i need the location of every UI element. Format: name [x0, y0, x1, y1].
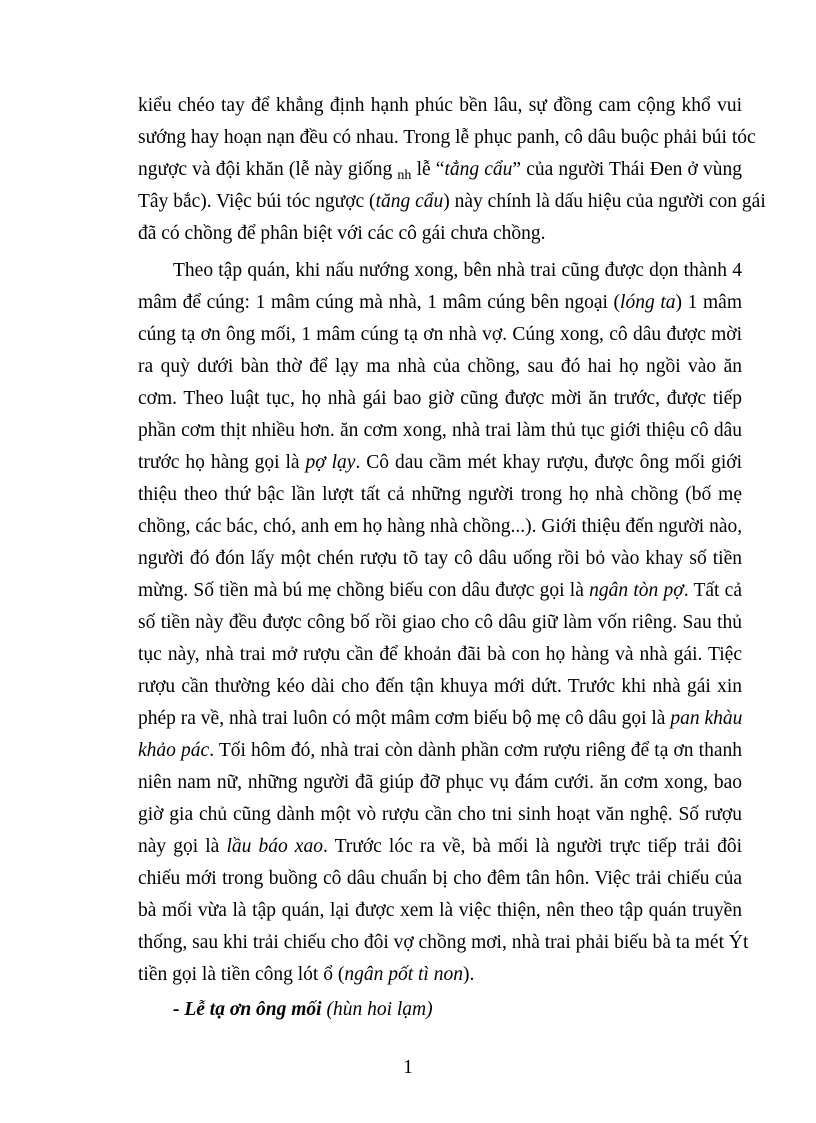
text-line: tiền gọi là tiền công lót ổ (ngân pốt tì non). — [138, 964, 475, 985]
section-heading: - Lễ tạ ơn ông mối (hùn hoi lạm) — [173, 999, 433, 1020]
text-line: tục này, nhà trai mở rượu cần để khoản đãi bà con họ hàng và nhà gái. Tiệc — [138, 644, 742, 665]
text-line: phép ra về, nhà trai luôn có một mâm cơm biếu bộ mẹ cô dâu gọi là pan khàu — [138, 708, 743, 729]
text-line: chiếu mới trong buồng cô dâu chuẩn bị cho đêm tân hôn. Việc trải chiếu của — [138, 868, 742, 889]
text-line: rượu cần thường kéo dài cho đến tận khuya mới dứt. Trước khi nhà gái xin — [138, 676, 742, 697]
text-line: chồng, các bác, chó, anh em họ hàng nhà chồng...). Giới thiệu đến người nào, — [138, 516, 743, 537]
text-line: bà mối vừa là tập quán, lại được xem là việc thiện, nên theo tập quán truyền — [138, 900, 742, 921]
text-line: trước họ hàng gọi là pợ lạy. Cô dau cầm mét khay rượu, được ông mối giới — [138, 452, 742, 473]
text-line: phần cơm thịt nhiều hơn. ăn cơm xong, nhà trai làm thủ tục giới thiệu cô dâu — [138, 420, 742, 441]
text-line: ra quỳ dưới bàn thờ để lạy ma nhà của chồng, sau đó hai họ ngồi vào ăn — [138, 356, 742, 377]
text-line: cơm. Theo luật tục, họ nhà gái bao giờ cũng được mời ăn trước, được tiếp — [138, 388, 742, 409]
text-line: số tiền này đều được công bố rồi giao cho cô dâu giữ làm vốn riêng. Sau thủ — [138, 612, 742, 633]
text-line: mừng. Số tiền mà bú mẹ chồng biếu con dâu được gọi là ngân tòn pợ. Tất cả — [138, 580, 742, 601]
text-line: đã có chồng để phân biệt với các cô gái chưa chồng. — [138, 223, 546, 244]
text-line: này gọi là lầu báo xao. Trước lóc ra về, bà mối là người trực tiếp trải đôi — [138, 836, 742, 857]
text-line: Theo tập quán, khi nấu nướng xong, bên nhà trai cũng được dọn thành 4 — [173, 260, 742, 281]
text-line: Tây bắc). Việc búi tóc ngược (tăng cẩu) này chính là dấu hiệu của người con gái — [138, 191, 766, 212]
page-number: 1 — [403, 1057, 413, 1078]
text-line: thống, sau khi trải chiếu cho đôi vợ chồng mơi, nhà trai phải biếu bà ta mét Ýt — [138, 932, 749, 953]
text-line: cúng tạ ơn ông mối, 1 mâm cúng tạ ơn nhà vợ. Cúng xong, cô dâu được mời — [138, 324, 742, 345]
text-line: mâm để cúng: 1 mâm cúng mà nhà, 1 mâm cúng bên ngoại (lóng ta) 1 mâm — [138, 292, 742, 313]
text-line: giờ gia chủ cũng dành một vò rượu cần cho tni sinh hoạt văn nghệ. Số rượu — [138, 804, 742, 825]
text-line: người đó đón lấy một chén rượu tõ tay cô dâu uống rồi bỏ vào khay số tiền — [138, 548, 742, 569]
text-line: kiểu chéo tay để khẳng định hạnh phúc bền lâu, sự đồng cam cộng khổ vui — [138, 95, 742, 116]
text-line: khảo pác. Tối hôm đó, nhà trai còn dành phần cơm rượu riêng để tạ ơn thanh — [138, 740, 742, 761]
text-line: niên nam nữ, những người đã giúp đỡ phục vụ đám cưới. ăn cơm xong, bao — [138, 772, 742, 793]
text-line: thiệu theo thứ bậc lần lượt tất cả những người trong họ nhà chồng (bố mẹ — [138, 484, 742, 505]
text-line: ngược và đội khăn (lễ này giống $_{nh}$ lễ “tẳng cẩu” của người Thái Đen ở vùng — [138, 159, 742, 183]
text-line: sướng hay hoạn nạn đều có nhau. Trong lễ phục panh, cô dâu buộc phải búi tóc — [138, 127, 756, 148]
